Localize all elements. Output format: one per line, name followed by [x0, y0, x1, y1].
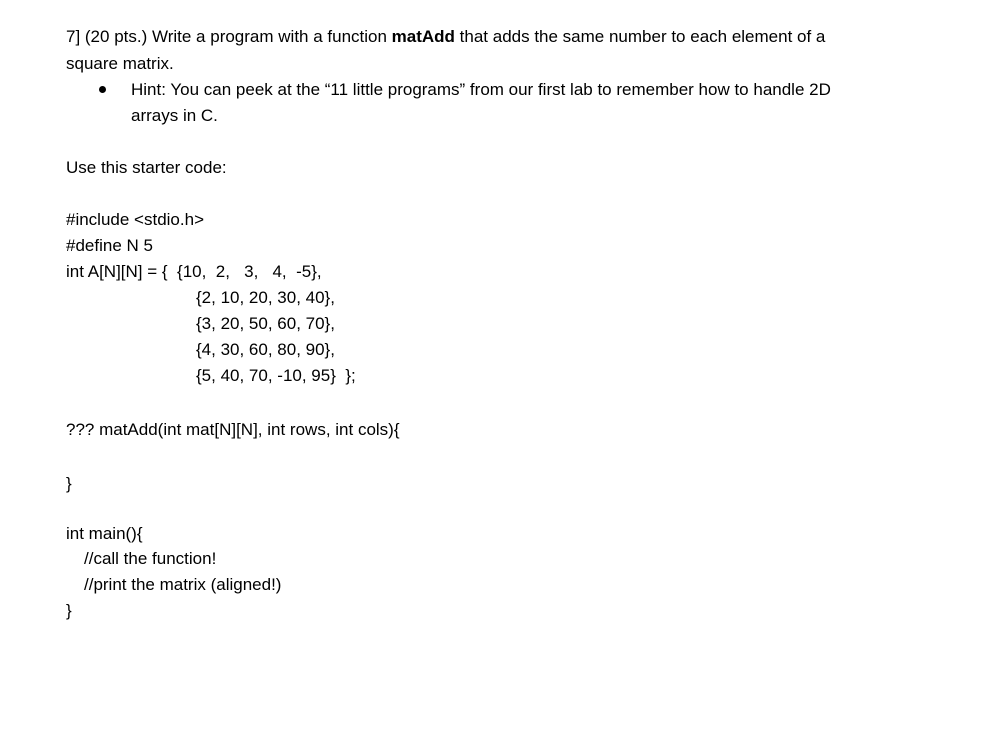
code-function-close: } [66, 474, 72, 493]
starter-label: Use this starter code: [66, 158, 227, 177]
code-function-signature: ??? matAdd(int mat[N][N], int rows, int cols){ [66, 420, 400, 439]
code-array-decl: int A[N][N] = { {10, 2, 3, 4, -5}, [66, 262, 322, 281]
question-number-pts: 7] (20 pts.) Write a program with a function [66, 27, 392, 46]
question-line-2: square matrix. [66, 54, 174, 73]
code-main-close: } [66, 601, 72, 620]
question-title-rest: that adds the same number to each element of a [454, 27, 826, 46]
code-main-open: int main(){ [66, 524, 143, 543]
hint-line-2: arrays in C. [131, 106, 218, 125]
bullet-icon [99, 86, 106, 93]
code-comment-call: //call the function! [84, 549, 217, 568]
function-name: matAdd [391, 27, 455, 46]
code-include: #include <stdio.h> [66, 210, 204, 229]
code-array-row-4: {4, 30, 60, 80, 90}, [196, 340, 335, 359]
code-define: #define N 5 [66, 236, 153, 255]
question-line-1 [66, 27, 825, 47]
code-array-row-3: {3, 20, 50, 60, 70}, [196, 314, 335, 333]
code-comment-print: //print the matrix (aligned!) [84, 575, 282, 594]
code-array-row-5: {5, 40, 70, -10, 95} }; [196, 366, 356, 385]
code-array-row-2: {2, 10, 20, 30, 40}, [196, 288, 335, 307]
hint-line-1: Hint: You can peek at the “11 little programs” from our first lab to remember how to handle 2D [131, 80, 831, 99]
